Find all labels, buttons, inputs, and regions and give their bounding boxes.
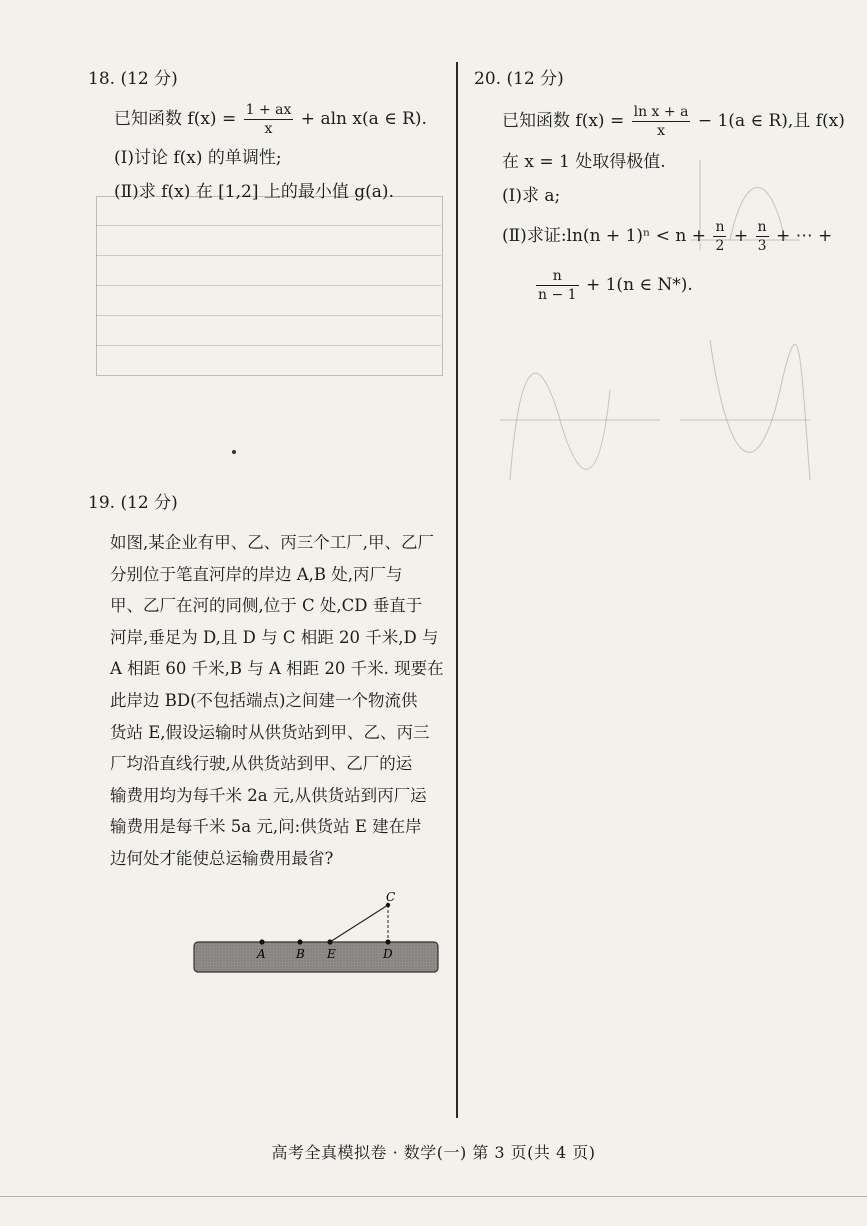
question-19-line: 甲、乙厂在河的同侧,位于 C 处,CD 垂直于 — [110, 596, 423, 616]
part-2-end: + 1(n ∈ N*). — [585, 275, 693, 295]
fraction — [536, 268, 579, 303]
question-19-line: 输费用均为每千米 2a 元,从供货站到丙厂运 — [110, 785, 427, 805]
part-2-ellipsis: + ⋯ + — [775, 226, 833, 246]
bottom-edge-rule — [0, 1196, 867, 1197]
label-c: C — [386, 890, 396, 904]
river-band — [194, 942, 438, 972]
stem-suffix: − 1(a ∈ R),且 f(x) — [697, 111, 845, 131]
question-19-line: 货站 E,假设运输时从供货站到甲、乙、丙三 — [110, 722, 430, 742]
bleed-through-table — [96, 196, 443, 376]
fraction-numerator: n — [757, 219, 767, 235]
fraction — [713, 219, 726, 254]
question-20-stem — [474, 104, 844, 139]
question-18-part-1: (Ⅰ)讨论 f(x) 的单调性; — [114, 148, 282, 168]
stem-suffix: + aln x(a ∈ R). — [300, 109, 427, 129]
ink-dot — [232, 450, 236, 454]
question-19-line: 河岸,垂足为 D,且 D 与 C 相距 20 千米,D 与 — [110, 627, 439, 647]
part-2-prefix: (Ⅱ)求证:ln(n + 1)ⁿ < n + — [502, 226, 707, 246]
question-20-heading: 20. (12 分) — [474, 69, 564, 89]
bleed-through-rule — [96, 225, 441, 226]
bleed-through-rule — [96, 255, 441, 256]
question-19-line: 分别位于笔直河岸的岸边 A,B 处,丙厂与 — [110, 564, 403, 584]
stem-prefix: 已知函数 f(x) = — [502, 111, 625, 131]
question-19-line: 输费用是每千米 5a 元,问:供货站 E 建在岸 — [110, 817, 422, 837]
question-19-line: 边何处才能使总运输费用最省? — [110, 848, 334, 868]
stem-prefix: 已知函数 — [114, 109, 182, 129]
label-b: B — [296, 947, 305, 961]
bleed-through-rule — [96, 345, 441, 346]
bleed-through-rule — [96, 285, 441, 286]
fraction-numerator: n — [715, 219, 725, 235]
page-footer: 高考全真模拟卷 · 数学(一) 第 3 页(共 4 页) — [271, 1143, 596, 1162]
fraction-denominator: x — [264, 121, 273, 137]
point-a — [259, 939, 264, 944]
column-divider — [456, 62, 458, 1118]
stem-function: f(x) = — [187, 109, 237, 129]
fraction-numerator: ln x + a — [633, 104, 689, 120]
label-a: A — [257, 947, 266, 961]
fraction-numerator: n — [536, 268, 579, 286]
question-18-stem — [88, 102, 444, 137]
question-20-stem-line-2: 在 x = 1 处取得极值. — [502, 152, 666, 172]
question-19 — [88, 488, 448, 875]
question-19-line: 如图,某企业有甲、乙、丙三个工厂,甲、乙厂 — [110, 533, 434, 552]
question-19-body — [88, 527, 448, 875]
label-d: D — [383, 947, 393, 961]
fraction-denominator: x — [657, 123, 665, 139]
point-b — [297, 939, 302, 944]
bleed-through-graphs — [480, 330, 820, 500]
question-18 — [88, 62, 444, 209]
segment-ec — [330, 905, 388, 942]
question-18-heading: 18. (12 分) — [88, 69, 178, 89]
plus-sign: + — [733, 226, 749, 246]
label-e: E — [327, 947, 336, 961]
bleed-through-rule — [96, 315, 441, 316]
point-e — [327, 939, 332, 944]
question-19-heading: 19. (12 分) — [88, 493, 178, 513]
fraction-denominator: n − 1 — [538, 287, 577, 303]
fraction-denominator: 3 — [757, 238, 767, 254]
question-20-part-2-continued — [474, 268, 844, 303]
fraction-denominator: 2 — [715, 238, 725, 254]
question-19-line: 此岸边 BD(不包括端点)之间建一个物流供 — [110, 690, 418, 710]
question-20 — [474, 62, 844, 303]
question-20-part-1: (Ⅰ)求 a; — [502, 186, 561, 206]
question-20-part-2 — [474, 219, 844, 254]
question-18-part-2: (Ⅱ)求 f(x) 在 [1,2] 上的最小值 g(a). — [114, 182, 394, 202]
fraction — [632, 104, 691, 139]
fraction — [244, 102, 294, 137]
question-19-line: A 相距 60 千米,B 与 A 相距 20 千米. 现要在 — [110, 659, 444, 679]
fraction — [756, 219, 769, 254]
fraction-numerator: 1 + ax — [245, 102, 292, 118]
river-diagram — [190, 885, 450, 995]
question-19-line: 厂均沿直线行驶,从供货站到甲、乙厂的运 — [110, 754, 413, 774]
bleed-through-text — [40, 80, 45, 110]
point-d — [385, 939, 390, 944]
